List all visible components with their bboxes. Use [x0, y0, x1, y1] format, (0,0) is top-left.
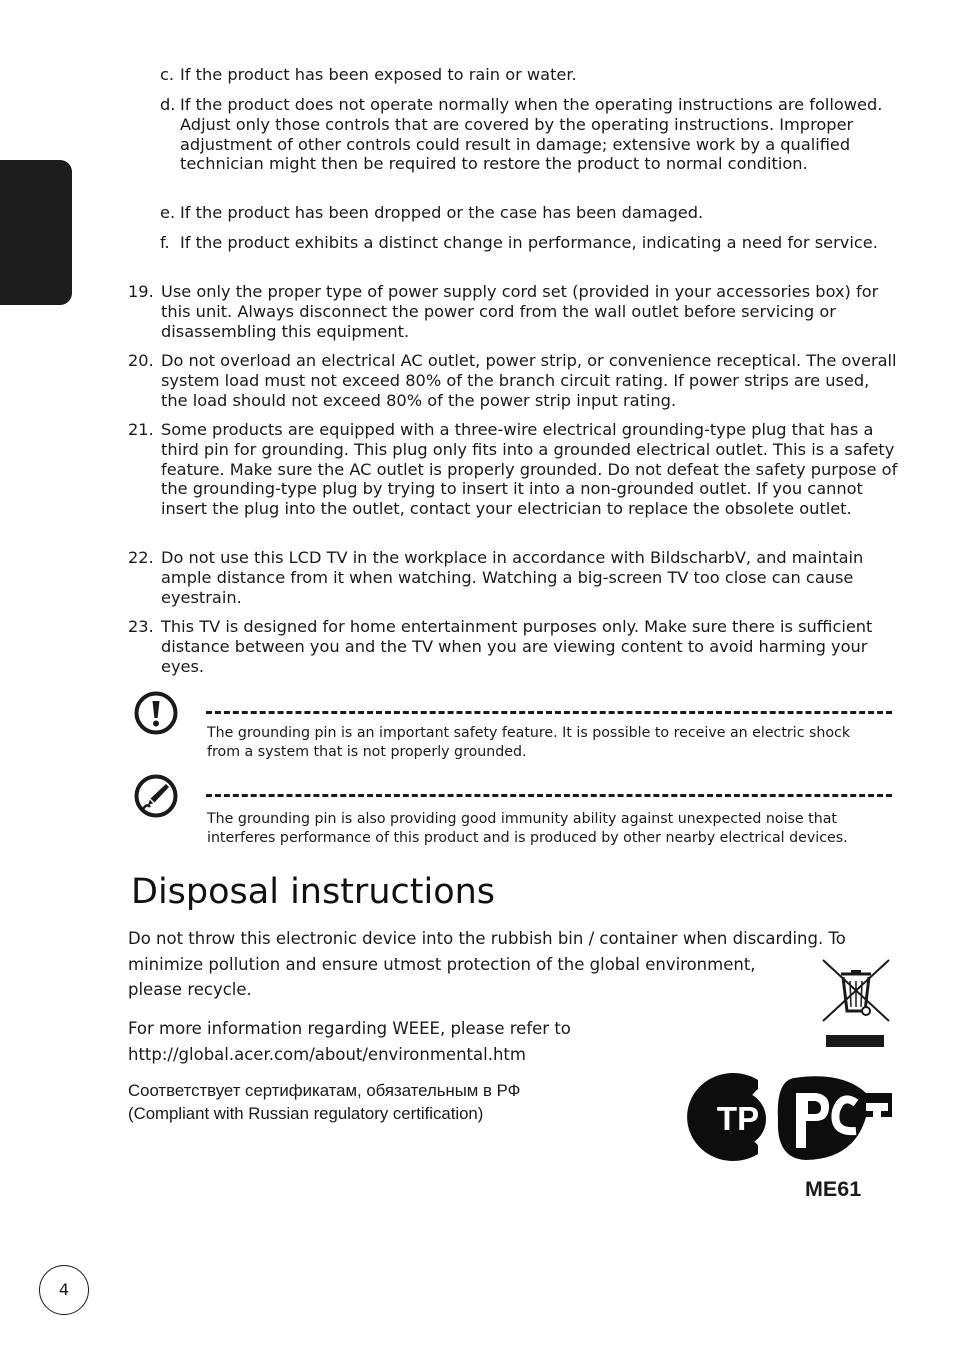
list-item-d [160, 95, 900, 174]
list-item-text: Use only the proper type of power supply cord set (provided in your accessories box) for this unit. Always disconnect the power cord from the wall outlet before servicing or disassembling this equipment. [161, 282, 879, 341]
paragraph-line: For more information regarding WEEE, please refer to [128, 1019, 571, 1038]
list-item-20 [128, 351, 898, 410]
list-item-23 [128, 617, 898, 676]
list-item-label: d. [160, 95, 176, 114]
list-item-number: 22. [128, 548, 154, 567]
paragraph-line: please recycle. [128, 980, 252, 999]
list-item-21 [128, 420, 898, 519]
note-divider [206, 711, 892, 714]
info-note-text: The grounding pin is also providing good immunity ability against unexpected noise that interferes performance of this product and is produced by other nearby electrical devices. [207, 811, 848, 846]
list-item-text: This TV is designed for home entertainment purposes only. Make sure there is sufficient distance between you and the TV when you are viewing content to avoid harming your eyes. [161, 617, 873, 676]
list-item-label: c. [160, 65, 175, 84]
eac-rst-certification-logo [666, 1073, 892, 1165]
language-label: English [7, 317, 28, 382]
list-item-number: 20. [128, 351, 154, 370]
list-item-22 [128, 548, 898, 607]
list-item-text: If the product exhibits a distinct change in performance, indicating a need for service. [180, 233, 878, 252]
list-item-text: If the product has been dropped or the case has been damaged. [180, 203, 704, 222]
weee-info-paragraph [128, 1016, 571, 1067]
list-item-text: Do not use this LCD TV in the workplace in accordance with BildscharbV, and maintain ample distance from it when watching. Watching a big-screen TV too close can cause eyestrain. [161, 548, 864, 607]
warning-exclamation-icon [133, 690, 179, 736]
model-number: ME61 [805, 1177, 862, 1201]
paragraph-line: Do not throw this electronic device into the rubbish bin / container when discarding. To [128, 929, 846, 948]
note-pen-icon [133, 773, 179, 819]
warning-note-text: The grounding pin is an important safety feature. It is possible to receive an electric shock from a system that is not properly grounded. [207, 725, 851, 760]
crossed-out-wheelie-bin-icon [820, 957, 892, 1049]
certification-paragraph [128, 1079, 520, 1125]
note-divider [206, 794, 892, 797]
paragraph-line: (Compliant with Russian regulatory certification) [128, 1104, 484, 1123]
section-heading: Disposal instructions [131, 872, 496, 912]
list-item-number: 19. [128, 282, 154, 301]
list-item-number: 23. [128, 617, 154, 636]
list-item-f [160, 233, 900, 253]
list-item-text: Some products are equipped with a three-wire electrical grounding-type plug that has a third pin for grounding. This plug only fits into a grounded electrical outlet. This is a safety feature. Make sure the AC outlet is properly grounded. Do not defeat the safety purpose of the grounding-type plug by trying to insert it into a non-grounded outlet. If you cannot insert the plug into the outlet, contact your electrician to replace the obsolete outlet. [161, 420, 898, 519]
list-item-19 [128, 282, 898, 341]
disposal-paragraph [128, 926, 846, 1003]
weee-link[interactable]: http://global.acer.com/about/environmental.htm [128, 1044, 526, 1064]
language-side-tab [0, 160, 72, 382]
list-item-text: If the product has been exposed to rain or water. [180, 65, 577, 84]
paragraph-line: minimize pollution and ensure utmost protection of the global environment, [128, 954, 756, 974]
list-item-label: e. [160, 203, 176, 222]
list-item-number: 21. [128, 420, 154, 439]
svg-text:ТР: ТР [716, 1100, 760, 1137]
list-item-c [160, 65, 900, 85]
paragraph-line: Соответствует сертификатам, обязательным в РФ [128, 1081, 521, 1100]
list-item-e [160, 203, 900, 223]
list-item-label: f. [160, 233, 170, 252]
page-number: 4 [39, 1265, 89, 1315]
list-item-text: Do not overload an electrical AC outlet, power strip, or convenience receptical. The overall system load must not exceed 80% of the branch circuit rating. If power strips are used, the load should not exceed 80% of the power strip input rating. [161, 351, 897, 410]
list-item-text: If the product does not operate normally when the operating instructions are followed. Adjust only those controls that are covered by the operating instructions. Improper adjustment of other controls could result in damage; extensive work by a qualified technician might then be required to restore the product to normal condition. [180, 95, 883, 174]
